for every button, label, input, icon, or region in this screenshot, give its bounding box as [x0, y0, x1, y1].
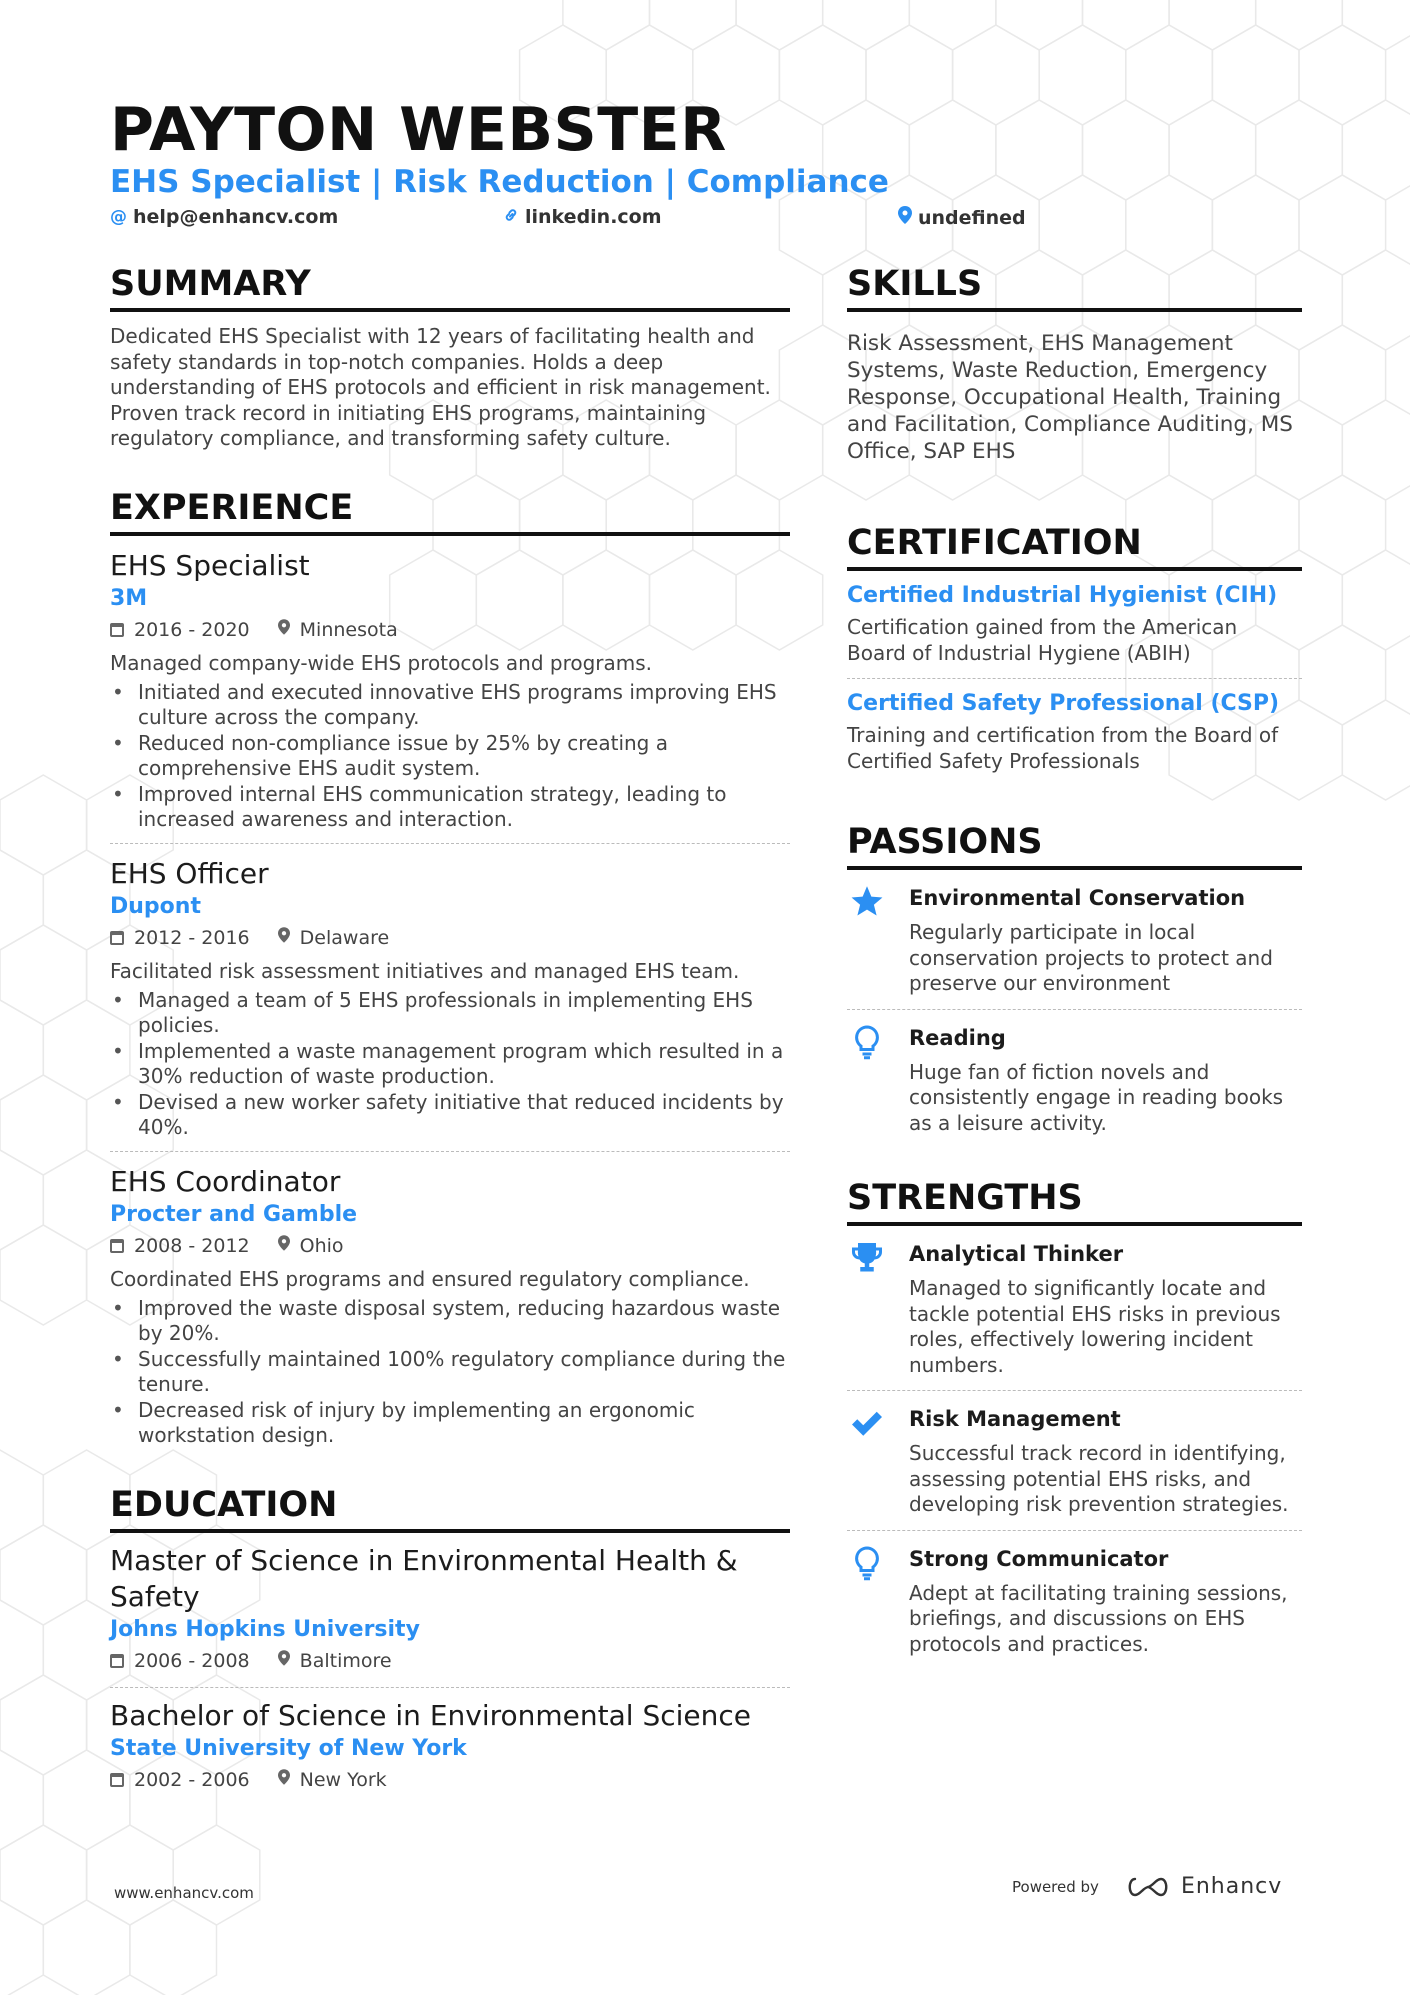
strength-title: Risk Management: [909, 1407, 1121, 1431]
skills-section: [847, 262, 1302, 465]
passion-title: Reading: [909, 1025, 1006, 1050]
certification-description: Certification gained from the American Board of Industrial Hygiene (ABIH): [847, 615, 1238, 665]
calendar-icon: [110, 623, 124, 637]
right-column: [847, 262, 1302, 1669]
passion-item: [847, 1010, 1302, 1149]
job-description: Coordinated EHS programs and ensured regulatory compliance.: [110, 1266, 750, 1291]
strength-title: Analytical Thinker: [909, 1242, 1124, 1266]
strength-description: Managed to significantly locate and tackle potential EHS risks in previous roles, effectively lowering incident numbers.: [909, 1276, 1281, 1377]
bullet-item: • Managed a team of 5 EHS professionals in implementing EHS policies.: [110, 988, 790, 1039]
candidate-title: EHS Specialist | Risk Reduction | Compliance: [110, 164, 889, 200]
lightbulb-icon: [847, 1545, 909, 1658]
link-icon: [503, 207, 519, 228]
job-description: Managed company-wide EHS protocols and programs.: [110, 650, 653, 675]
certification-name: Certified Industrial Hygienist (CIH): [847, 583, 1278, 608]
job-company: 3M: [110, 585, 148, 611]
calendar-icon: [110, 1654, 124, 1668]
job-bullets: [110, 680, 790, 833]
star-icon: [847, 884, 909, 997]
job-bullets: [110, 988, 790, 1141]
footer-website[interactable]: www.enhancv.com: [114, 1884, 254, 1902]
strength-description: Successful track record in identifying, assessing potential EHS risks, and developing risk prevention strategies.: [909, 1441, 1289, 1516]
education-dates: 2006 - 2008: [134, 1649, 250, 1672]
education-dates: 2002 - 2006: [134, 1768, 250, 1791]
powered-by-text: Powered by: [1012, 1877, 1099, 1896]
passion-description: Regularly participate in local conservation projects to protect and preserve our environment: [909, 920, 1273, 995]
degree-title: Master of Science in Environmental Health & Safety: [110, 1543, 738, 1613]
passions-section: [847, 820, 1302, 1148]
education-meta: [110, 1766, 790, 1794]
bullet-item: • Improved the waste disposal system, reducing hazardous waste by 20%.: [110, 1296, 790, 1347]
experience-entry: [110, 856, 790, 1152]
education-location: Baltimore: [299, 1649, 392, 1672]
job-meta: [110, 1232, 790, 1260]
strength-item: [847, 1226, 1302, 1391]
experience-section: [110, 486, 790, 1459]
bullet-item: • Successfully maintained 100% regulatory compliance during the tenure.: [110, 1347, 790, 1398]
bullet-item: • Improved internal EHS communication strategy, leading to increased awareness and interaction.: [110, 782, 790, 833]
skills-text: Risk Assessment, EHS Management Systems, Waste Reduction, Emergency Response, Occupational Health, Training and Facilitation, Compliance Auditing, MS Office, SAP EHS: [847, 331, 1293, 464]
location-pin-icon: [278, 1232, 290, 1260]
bullet-item: • Devised a new worker safety initiative that reduced incidents by 40%.: [110, 1090, 790, 1141]
strength-item: [847, 1391, 1302, 1531]
job-location: Delaware: [299, 926, 390, 949]
job-company: Dupont: [110, 893, 201, 919]
location-text: undefined: [918, 206, 1026, 229]
education-meta: [110, 1647, 790, 1675]
location-pin-icon: [278, 1766, 290, 1794]
school-name: State University of New York: [110, 1735, 467, 1761]
job-role: EHS Coordinator: [110, 1164, 341, 1198]
education-section: [110, 1483, 790, 1806]
passions-heading: PASSIONS: [847, 820, 1302, 870]
calendar-icon: [110, 1239, 124, 1253]
passion-title: Environmental Conservation: [909, 886, 1246, 910]
job-description: Facilitated risk assessment initiatives and managed EHS team.: [110, 958, 740, 983]
certification-entry: [847, 571, 1302, 679]
strength-content: [909, 1405, 1302, 1518]
left-column: [110, 262, 790, 1806]
experience-entry: [110, 548, 790, 844]
job-dates: 2016 - 2020: [134, 618, 250, 641]
summary-section: [110, 262, 790, 452]
contact-linkedin[interactable]: [503, 206, 662, 228]
job-dates: 2012 - 2016: [134, 926, 250, 949]
bullet-item: • Decreased risk of injury by implementing an ergonomic workstation design.: [110, 1398, 790, 1449]
contact-email[interactable]: [110, 206, 338, 228]
enhancv-logo[interactable]: [1125, 1874, 1282, 1899]
education-entry: [110, 1543, 790, 1688]
checkmark-icon: [847, 1405, 909, 1518]
passion-content: [909, 884, 1302, 997]
job-company: Procter and Gamble: [110, 1201, 358, 1227]
job-bullets: [110, 1296, 790, 1449]
strength-description: Adept at facilitating training sessions, briefings, and discussions on EHS protocols and practices.: [909, 1580, 1288, 1656]
certification-heading: CERTIFICATION: [847, 521, 1302, 571]
job-location: Minnesota: [299, 618, 398, 641]
summary-text: Dedicated EHS Specialist with 12 years of facilitating health and safety standards in top-notch companies. Holds a deep understanding of EHS protocols and efficient in risk management. Proven track record in initiating EHS programs, maintaining regulatory compliance, and transforming safety culture.: [110, 324, 771, 450]
enhancv-logo-mark: [1125, 1875, 1171, 1899]
strengths-section: [847, 1176, 1302, 1669]
calendar-icon: [110, 931, 124, 945]
bullet-item: • Reduced non-compliance issue by 25% by creating a comprehensive EHS audit system.: [110, 731, 790, 782]
bullet-item: • Implemented a waste management program which resulted in a 30% reduction of waste production.: [110, 1039, 790, 1090]
experience-heading: EXPERIENCE: [110, 486, 790, 536]
calendar-icon: [110, 1773, 124, 1787]
location-pin-icon: [278, 616, 290, 644]
education-heading: EDUCATION: [110, 1483, 790, 1533]
experience-entry: [110, 1164, 790, 1459]
school-name: Johns Hopkins University: [110, 1616, 420, 1642]
at-sign-icon: @: [110, 207, 127, 227]
lightbulb-icon: [847, 1024, 909, 1137]
strengths-heading: STRENGTHS: [847, 1176, 1302, 1226]
footer-branding: [1012, 1874, 1282, 1899]
degree-title: Bachelor of Science in Environmental Science: [110, 1698, 751, 1732]
candidate-name: PAYTON WEBSTER: [110, 95, 727, 165]
passion-content: [909, 1024, 1302, 1137]
strength-title: Strong Communicator: [909, 1546, 1169, 1571]
summary-heading: SUMMARY: [110, 262, 790, 312]
bullet-item: • Initiated and executed innovative EHS programs improving EHS culture across the company.: [110, 680, 790, 731]
enhancv-brand-text: Enhancv: [1180, 1874, 1283, 1899]
education-location: New York: [299, 1768, 387, 1791]
strength-item: [847, 1531, 1302, 1670]
job-meta: [110, 616, 790, 644]
strength-content: [909, 1545, 1302, 1658]
job-role: EHS Officer: [110, 856, 269, 890]
skills-heading: SKILLS: [847, 262, 1302, 312]
job-meta: [110, 924, 790, 952]
passion-description: Huge fan of fiction novels and consistently engage in reading books as a leisure activity.: [909, 1059, 1284, 1135]
strength-content: [909, 1240, 1302, 1378]
linkedin-text: linkedin.com: [525, 206, 662, 228]
certification-entry: [847, 679, 1302, 786]
certification-description: Training and certification from the Board of Certified Safety Professionals: [847, 723, 1279, 773]
job-location: Ohio: [299, 1234, 344, 1257]
location-pin-icon: [278, 924, 290, 952]
location-pin-icon: [898, 206, 912, 229]
trophy-icon: [847, 1240, 909, 1378]
certification-name: Certified Safety Professional (CSP): [847, 691, 1280, 716]
job-role: EHS Specialist: [110, 548, 310, 582]
job-dates: 2008 - 2012: [134, 1234, 250, 1257]
contact-location: [898, 206, 1026, 229]
certification-section: [847, 521, 1302, 786]
passion-item: [847, 870, 1302, 1010]
location-pin-icon: [278, 1647, 290, 1675]
education-entry: [110, 1698, 790, 1806]
email-text: help@enhancv.com: [133, 206, 339, 228]
